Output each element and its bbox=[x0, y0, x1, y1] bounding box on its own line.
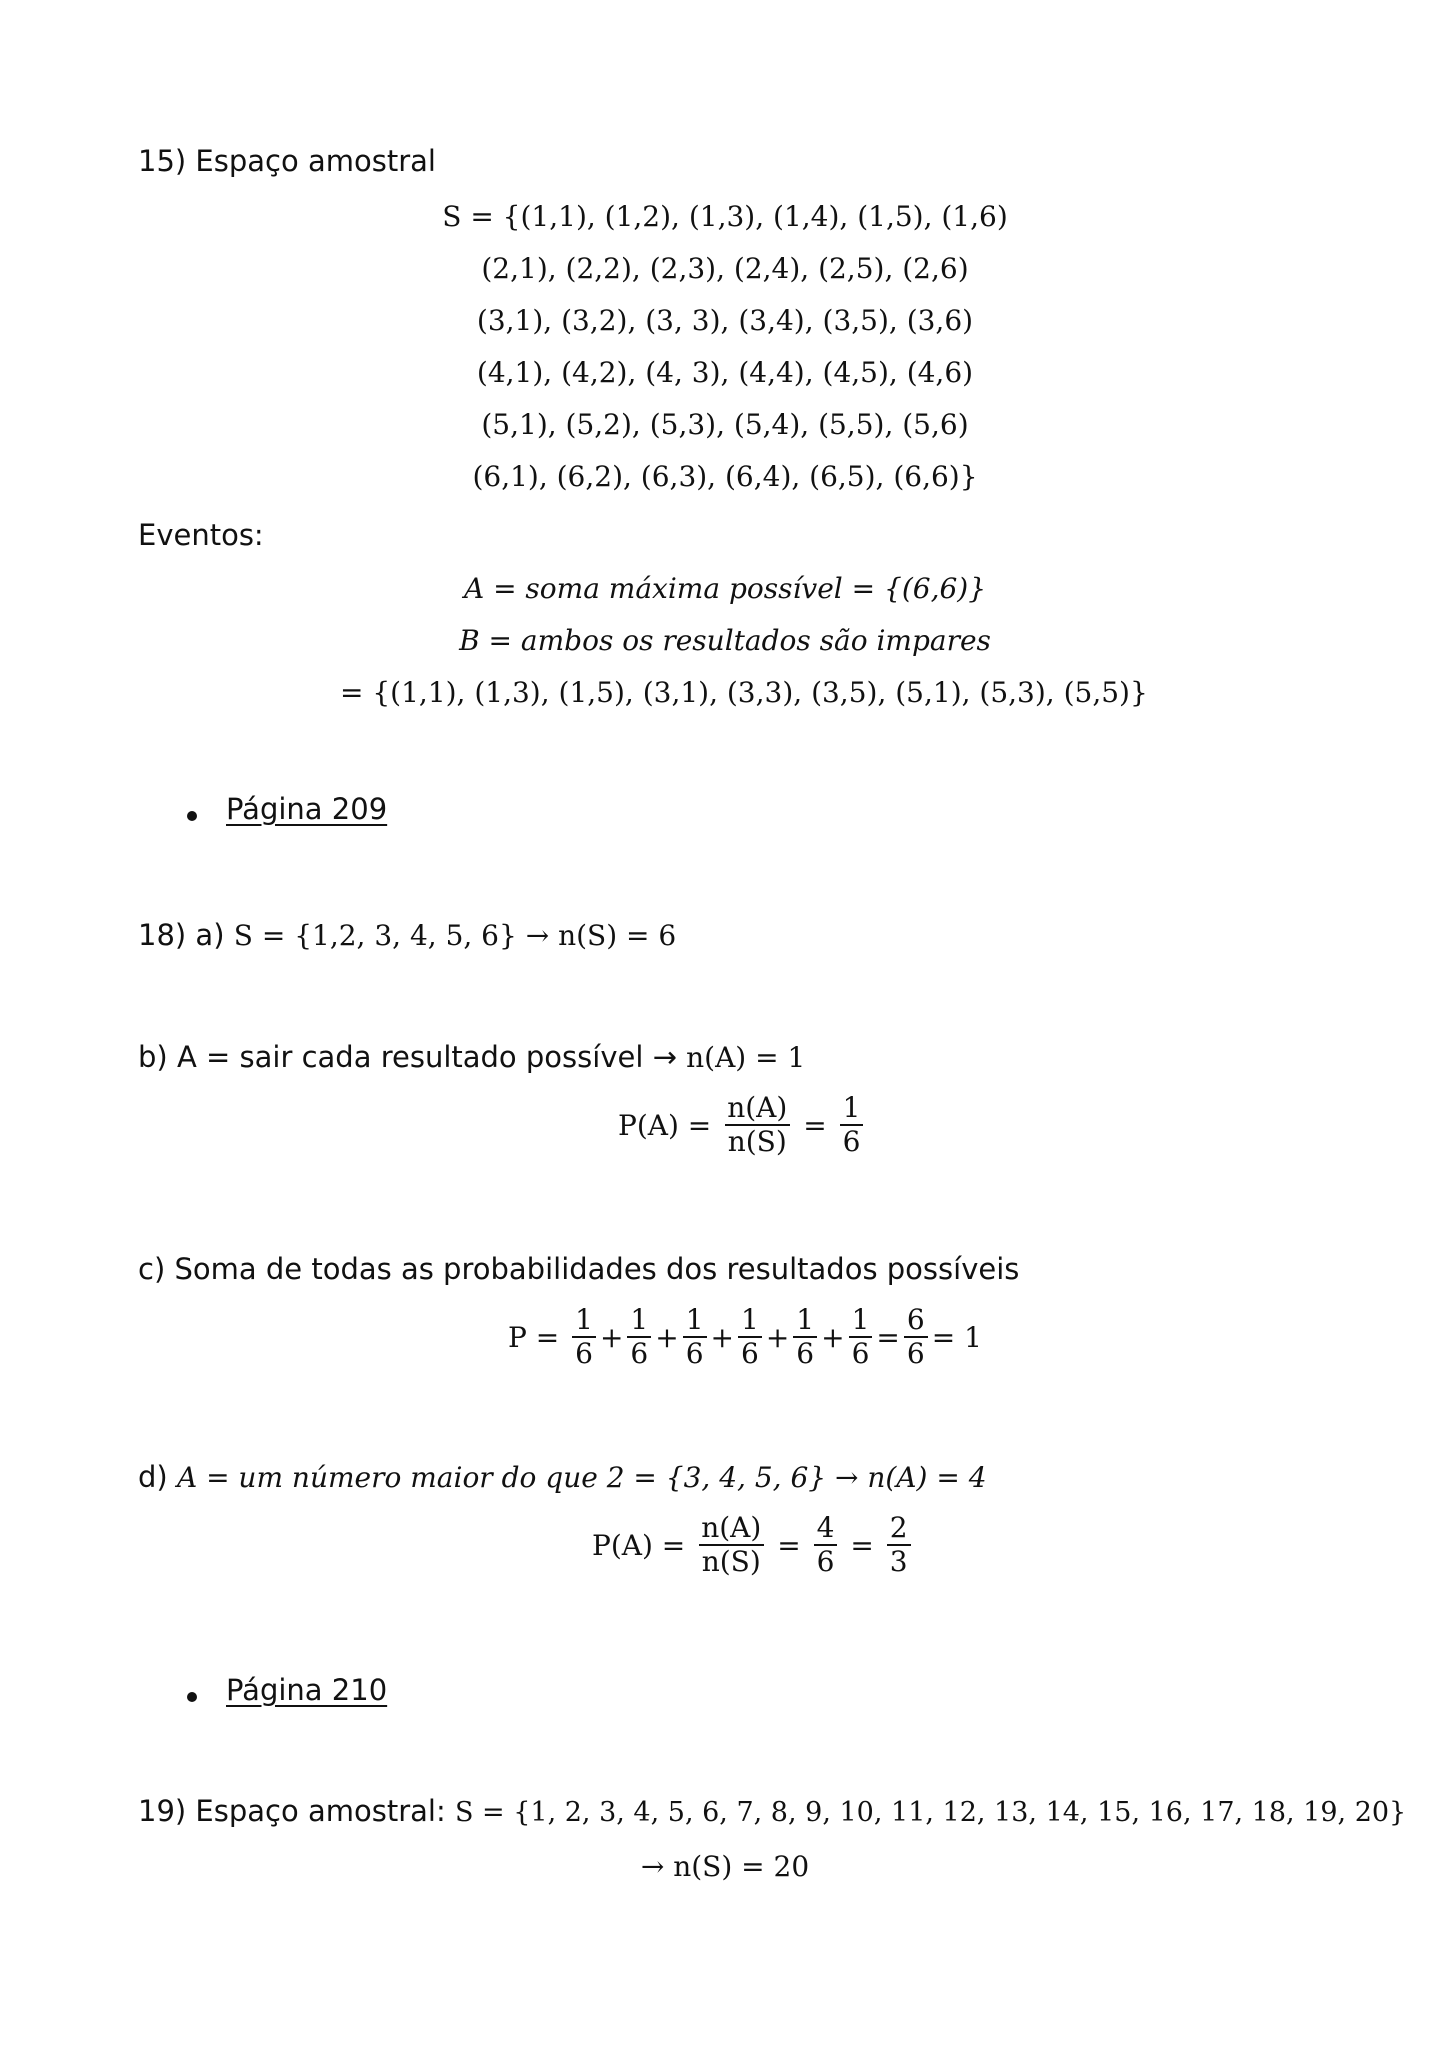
q18-c-fraction bbox=[683, 1304, 707, 1370]
event-b-set: = {(1,1), (1,3), (1,5), (3,1), (3,3), (3,5), (5,1), (5,3), (5,5)} bbox=[340, 676, 1148, 709]
plus-sign: + bbox=[710, 1320, 734, 1354]
fraction-numerator: 2 bbox=[889, 1511, 908, 1544]
event-b: B = ambos os resultados são impares bbox=[459, 624, 991, 657]
fraction-numerator: 1 bbox=[575, 1303, 593, 1336]
q15-heading: 15) Espaço amostral bbox=[138, 144, 436, 178]
fraction-denominator: n(S) bbox=[699, 1544, 764, 1578]
q18-b-fraction-1 bbox=[724, 1092, 790, 1158]
fraction-denominator: 6 bbox=[793, 1336, 817, 1370]
events-label: Eventos: bbox=[138, 518, 264, 552]
q18-d-fraction-3 bbox=[887, 1512, 911, 1578]
q19-math: S = {1, 2, 3, 4, 5, 6, 7, 8, 9, 10, 11, 12, 13, 14, 15, 16, 17, 18, 19, 20} bbox=[454, 1797, 1407, 1828]
q19-label: 19) Espaço amostral: bbox=[138, 1794, 455, 1828]
q18-c-fraction bbox=[572, 1304, 596, 1370]
fraction-numerator: n(A) bbox=[701, 1511, 762, 1544]
fraction-numerator: 4 bbox=[816, 1511, 835, 1544]
q18-d-lhs: P(A) = bbox=[592, 1528, 686, 1562]
fraction-numerator: 1 bbox=[842, 1091, 861, 1124]
fraction-numerator: 6 bbox=[906, 1303, 925, 1336]
q18-c-fraction bbox=[627, 1304, 651, 1370]
q18-b-row bbox=[138, 1040, 805, 1074]
fraction-denominator: 6 bbox=[627, 1336, 651, 1370]
q18-d-math: A = um número maior do que 2 = {3, 4, 5, 6} → n(A) = 4 bbox=[176, 1461, 987, 1494]
equals-sign: = bbox=[876, 1320, 900, 1354]
q18-b-fraction-2 bbox=[840, 1092, 864, 1158]
fraction-numerator: 1 bbox=[851, 1303, 870, 1336]
q18-b-lhs: P(A) = bbox=[618, 1108, 712, 1142]
q18-c-final: = 1 bbox=[931, 1320, 982, 1354]
q18-d-probability bbox=[592, 1512, 915, 1578]
plus-sign: + bbox=[821, 1320, 845, 1354]
sample-space-line-4: (4,1), (4,2), (4, 3), (4,4), (4,5), (4,6) bbox=[476, 356, 974, 389]
fraction-numerator: 1 bbox=[741, 1303, 759, 1336]
q18-c-text: c) Soma de todas as probabilidades dos resultados possíveis bbox=[138, 1252, 1020, 1286]
equals-sign: = bbox=[777, 1528, 801, 1562]
page-210-link[interactable]: Página 210 bbox=[226, 1673, 388, 1707]
q18-c-result-fraction bbox=[904, 1304, 928, 1370]
q18-b-probability bbox=[618, 1092, 867, 1158]
plus-sign: + bbox=[765, 1320, 790, 1354]
equals-sign: = bbox=[803, 1108, 827, 1142]
q18-c-fraction bbox=[849, 1304, 873, 1370]
plus-sign: + bbox=[599, 1320, 624, 1354]
q18-d-label: d) bbox=[138, 1460, 177, 1494]
equals-sign: = bbox=[850, 1528, 874, 1562]
plus-sign: + bbox=[655, 1320, 679, 1354]
q18-b-math: n(A) = 1 bbox=[686, 1041, 806, 1074]
sample-space-line-6: (6,1), (6,2), (6,3), (6,4), (6,5), (6,6)} bbox=[472, 460, 978, 493]
fraction-denominator: 6 bbox=[572, 1336, 596, 1370]
fraction-denominator: 6 bbox=[738, 1336, 762, 1370]
q19-n-result: → n(S) = 20 bbox=[640, 1850, 810, 1883]
q18-c-probability bbox=[508, 1304, 982, 1370]
fraction-numerator: 1 bbox=[630, 1303, 649, 1336]
bullet-icon bbox=[187, 811, 197, 821]
q19-row bbox=[138, 1794, 1406, 1828]
fraction-denominator: 6 bbox=[840, 1124, 864, 1158]
fraction-numerator: 1 bbox=[796, 1303, 815, 1336]
q18-d-fraction-1 bbox=[698, 1512, 764, 1578]
sample-space-line-1: S = {(1,1), (1,2), (1,3), (1,4), (1,5), (1,6) bbox=[442, 200, 1008, 233]
fraction-denominator: n(S) bbox=[725, 1124, 790, 1158]
fraction-denominator: 6 bbox=[814, 1544, 838, 1578]
q18-d-row bbox=[138, 1460, 987, 1494]
fraction-numerator: 1 bbox=[685, 1303, 704, 1336]
fraction-denominator: 6 bbox=[683, 1336, 707, 1370]
fraction-numerator: n(A) bbox=[727, 1091, 788, 1124]
sample-space-line-3: (3,1), (3,2), (3, 3), (3,4), (3,5), (3,6) bbox=[476, 304, 974, 337]
q18-d-fraction-2 bbox=[814, 1512, 838, 1578]
q18-c-fraction bbox=[738, 1304, 762, 1370]
page-209-link[interactable]: Página 209 bbox=[226, 792, 388, 826]
fraction-denominator: 6 bbox=[904, 1336, 928, 1370]
q18-c-lhs: P = bbox=[508, 1320, 560, 1354]
sample-space-line-2: (2,1), (2,2), (2,3), (2,4), (2,5), (2,6) bbox=[481, 252, 969, 285]
q18-a-row bbox=[138, 918, 676, 952]
fraction-denominator: 3 bbox=[887, 1544, 911, 1578]
event-a: A = soma máxima possível = {(6,6)} bbox=[463, 572, 987, 605]
q18-a-label: 18) a) bbox=[138, 918, 234, 952]
bullet-icon bbox=[187, 1692, 197, 1702]
q18-b-text: b) A = sair cada resultado possível → bbox=[138, 1040, 687, 1074]
q18-a-math: S = {1,2, 3, 4, 5, 6} → n(S) = 6 bbox=[233, 919, 677, 952]
q18-c-fraction bbox=[793, 1304, 817, 1370]
fraction-denominator: 6 bbox=[849, 1336, 873, 1370]
sample-space-line-5: (5,1), (5,2), (5,3), (5,4), (5,5), (5,6) bbox=[481, 408, 969, 441]
